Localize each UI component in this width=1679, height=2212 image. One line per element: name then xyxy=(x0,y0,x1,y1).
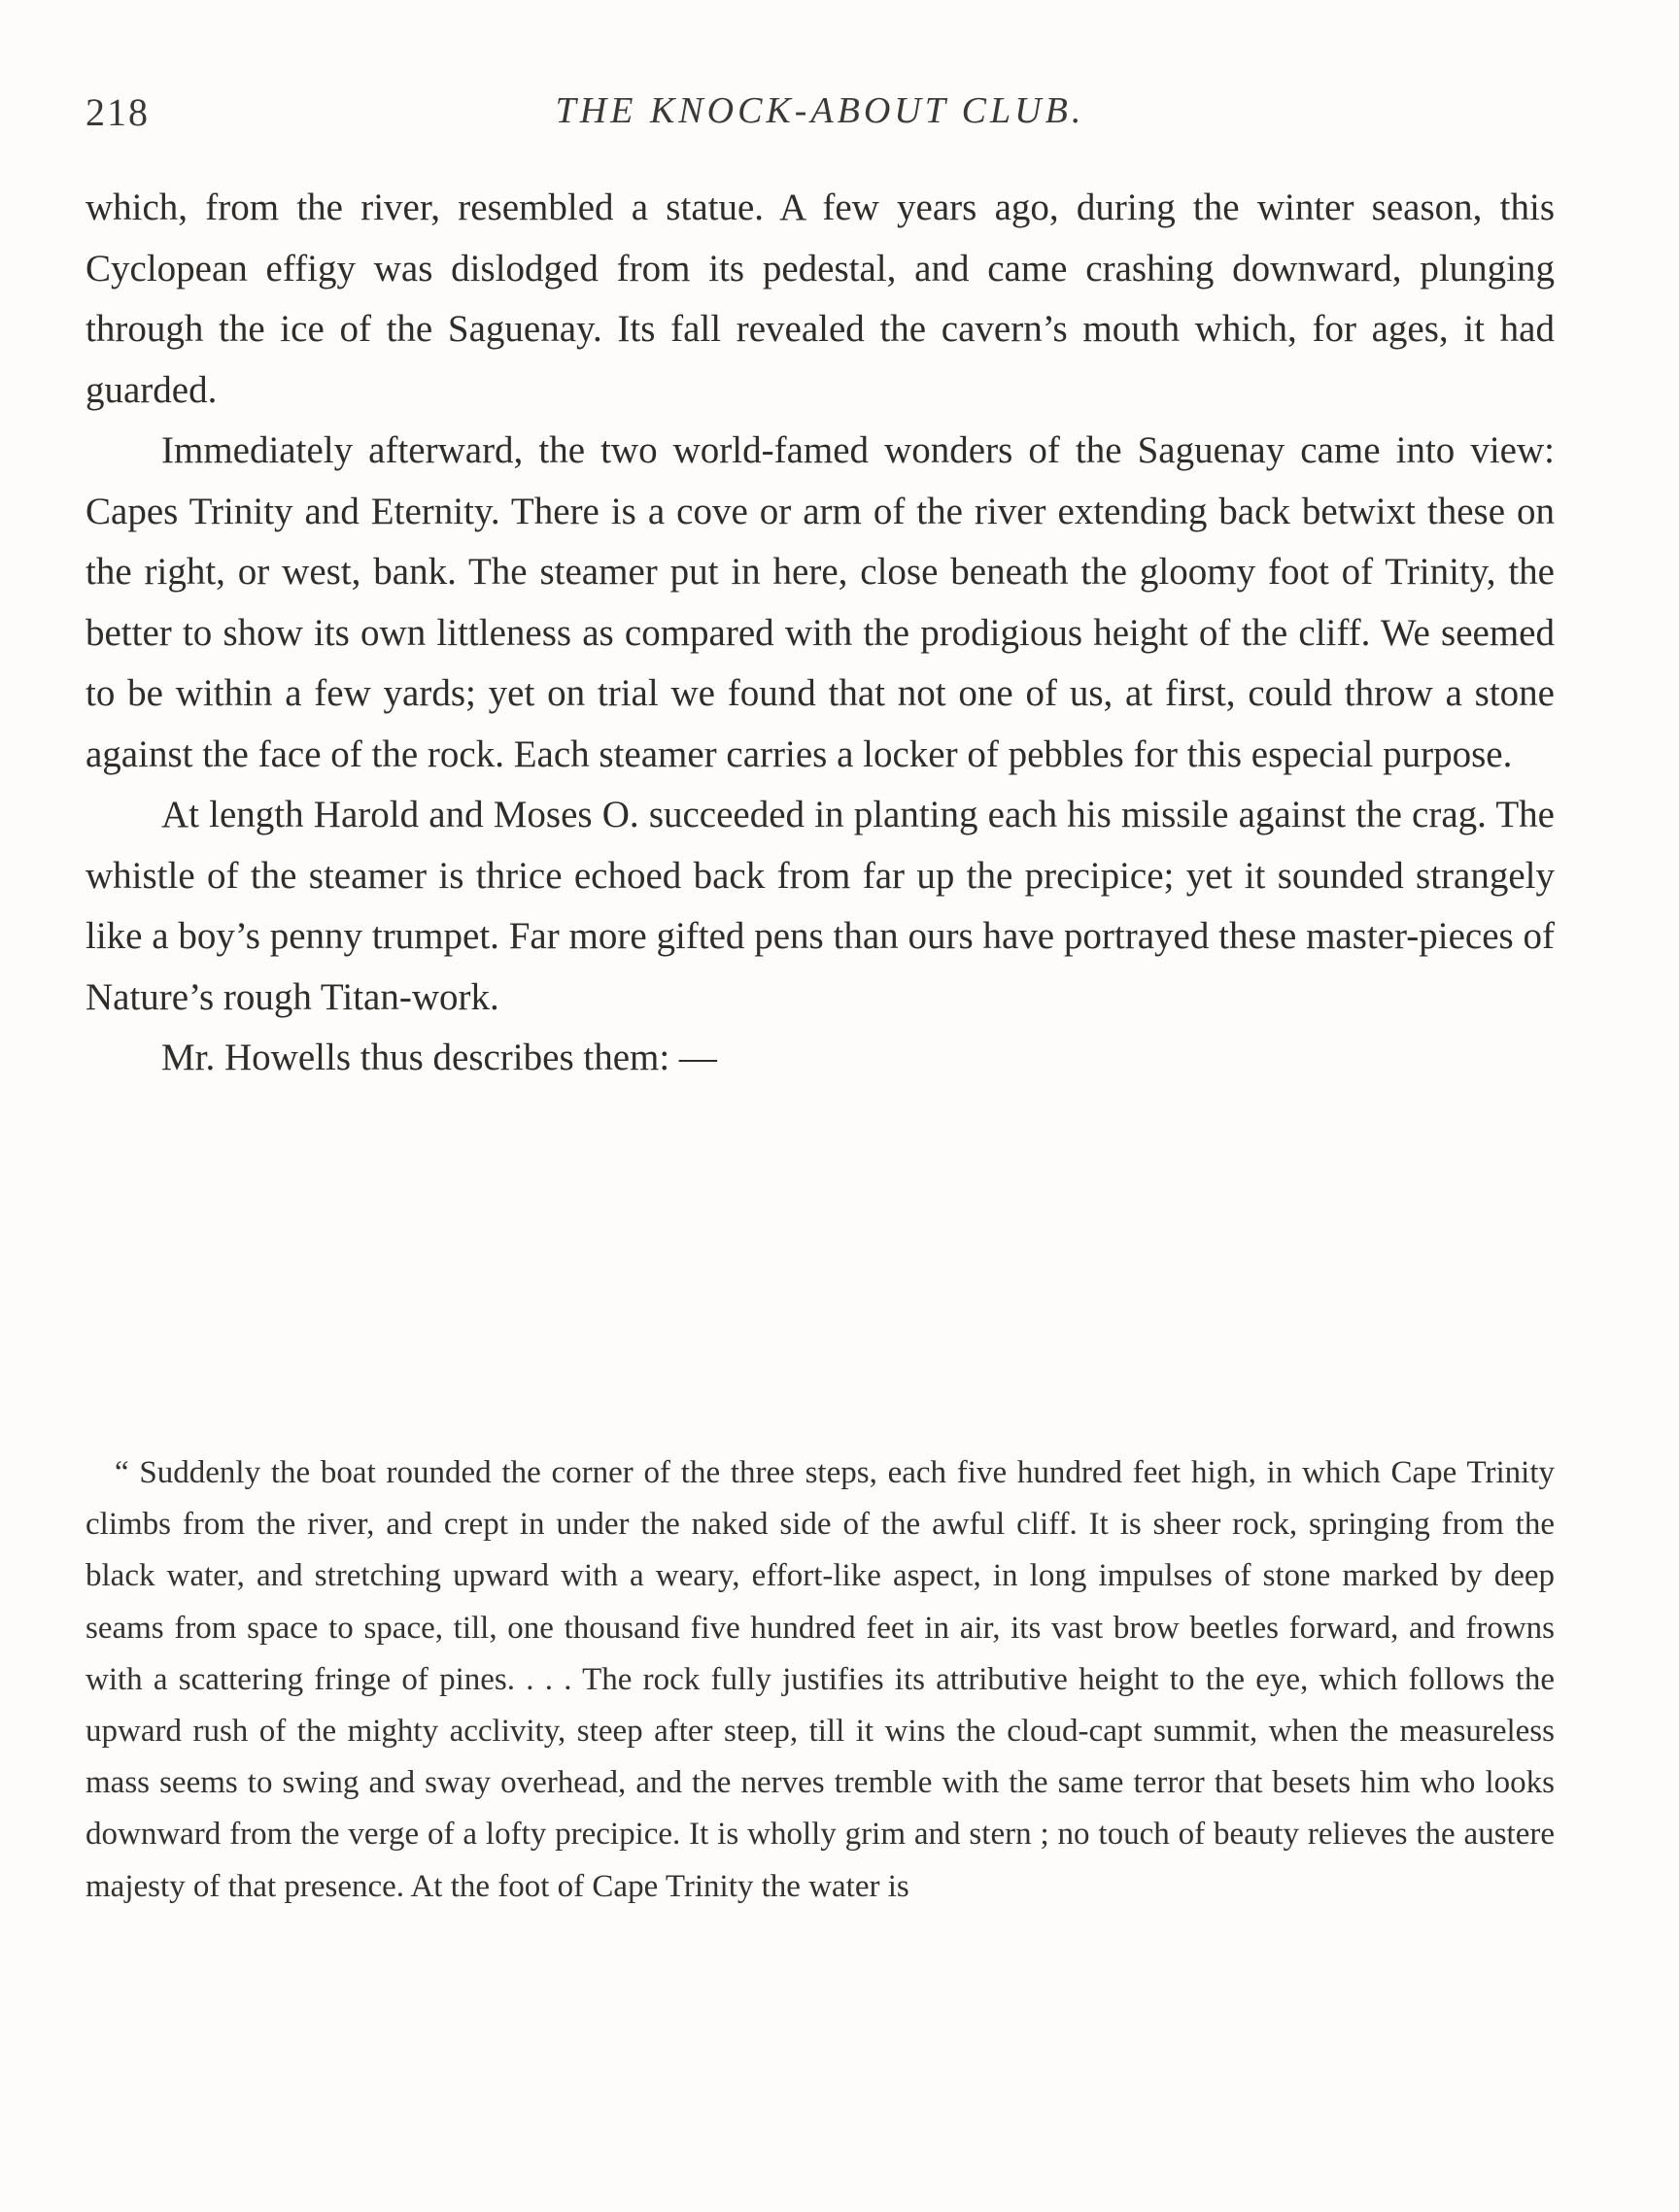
running-title: THE KNOCK-ABOUT CLUB. xyxy=(555,90,1085,131)
paragraph-howells-intro: Mr. Howells thus describes them: — xyxy=(161,1037,717,1078)
quote-paragraph: “ Suddenly the boat rounded the corner of the three steps, each five hundred feet high, in which Cape Trinity climbs from the river, and crept in under the naked side of the awful cliff. It is sheer rock, springing from the black water, and stretching upward with a weary, effort-like aspect, in long impulses of stone marked by deep seams from space to space, till, one thousand five hundred feet in air, its vast brow beetles forward, and frowns with a scattering fringe of pines. . . . The rock fully justifies its attributive height to the eye, which follows the upward rush of the mighty acclivity, steep after steep, till it wins the cloud-capt summit, when the measureless mass seems to swing and sway overhead, and the nerves tremble with the same terror that besets him who looks downward from the verge of a lofty precipice. It is wholly grim and stern ; no touch of beauty relieves the austere majesty of that presence. At the foot of Cape Trinity the water is xyxy=(86,1455,1555,1904)
page-number: 218 xyxy=(86,90,150,134)
paragraph-capes: Immediately afterward, the two world-famed wonders of the Saguenay came into view: Capes Trinity and Eternity. There is a cove or arm of the river extending back betwixt these on the right, or west, bank. The steamer put in here, close beneath the gloomy foot of Trinity, the better to show its own littleness as compared with the prodigious height of the cliff. We seemed to be within a few yards; yet on trial we found that not one of us, at first, could throw a stone against the face of the rock. Each steamer carries a locker of pebbles for this especial purpose. xyxy=(86,429,1555,775)
paragraph-harold: At length Harold and Moses O. succeeded in planting each his missile against the crag. The whistle of the steamer is thrice echoed back from far up the precipice; yet it sounded strangely like a boy’s penny trumpet. Far more gifted pens than ours have portrayed these master-pieces of Nature’s rough Titan-work. xyxy=(86,794,1555,1018)
running-head xyxy=(86,89,1555,136)
body-text xyxy=(86,178,1555,1089)
block-quote xyxy=(86,1447,1555,1913)
paragraph-continued: which, from the river, resembled a statue. A few years ago, during the winter season, this Cyclopean effigy was dislodged from its pedestal, and came crashing downward, plunging through the ice of the Saguenay. Its fall revealed the cavern’s mouth which, for ages, it had guarded. xyxy=(86,187,1555,411)
